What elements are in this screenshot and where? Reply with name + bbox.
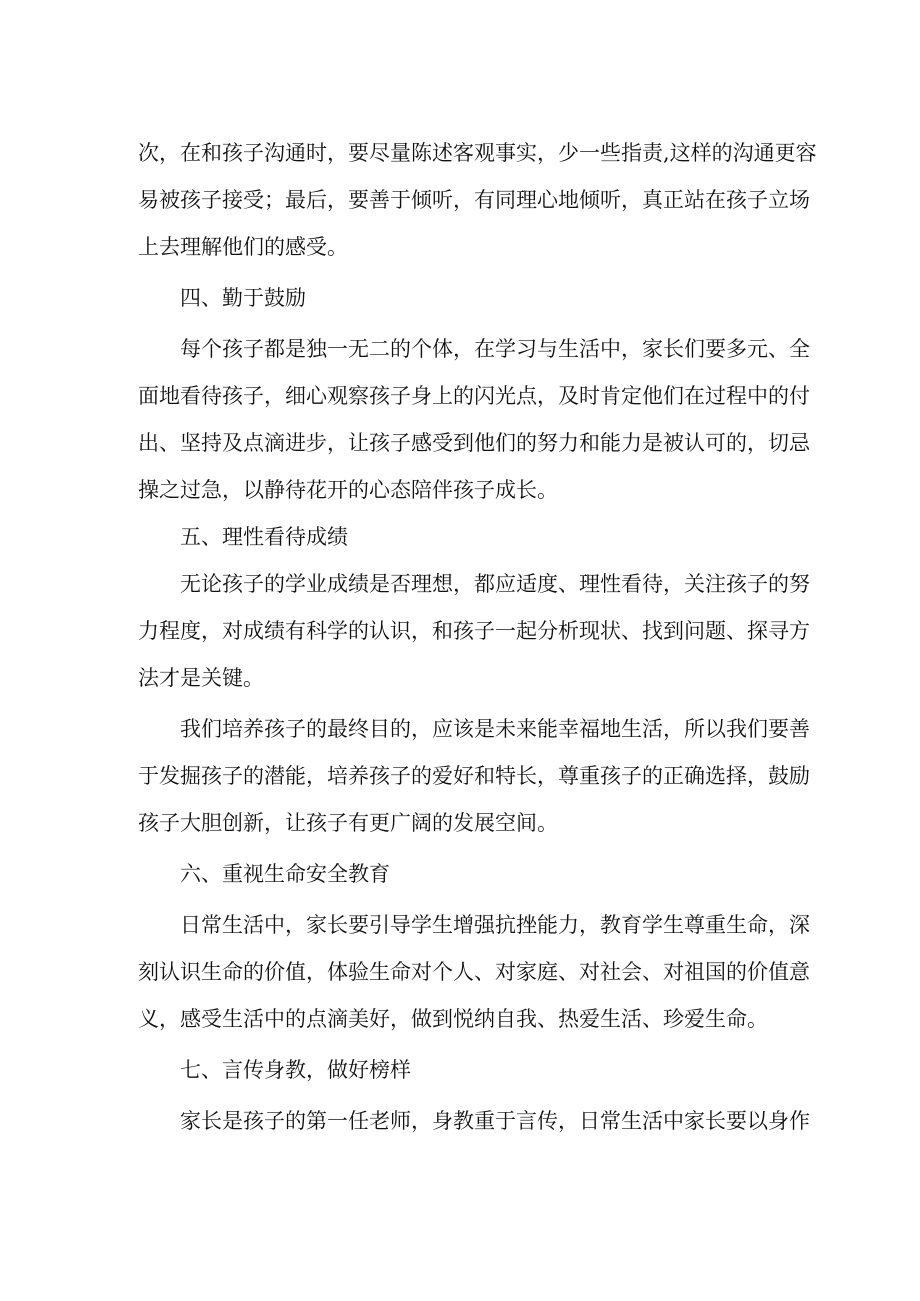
paragraph-line: 法才是关键。 <box>138 666 264 690</box>
paragraph-line: 于发掘孩子的潜能，培养孩子的爱好和特长，尊重孩子的正确选择，鼓励 <box>138 764 810 788</box>
paragraph-line: 操之过急，以静待花开的心态陪伴孩子成长。 <box>138 478 558 502</box>
section-heading: 六、重视生命安全教育 <box>180 862 390 886</box>
paragraph-line: 力程度，对成绩有科学的认识，和孩子一起分析现状、找到问题、探寻方 <box>138 619 810 643</box>
paragraph-line: 家长是孩子的第一任老师，身教重于言传，日常生活中家长要以身作 <box>180 1109 810 1133</box>
paragraph-line: 义，感受生活中的点滴美好，做到悦纳自我、热爱生活、珍爱生命。 <box>138 1007 768 1031</box>
paragraph-line: 次，在和孩子沟通时，要尽量陈述客观事实，少一些指责,这样的沟通更容 <box>138 141 817 165</box>
paragraph-line: 日常生活中，家长要引导学生增强抗挫能力，教育学生尊重生命，深 <box>180 913 810 937</box>
paragraph-line: 出、坚持及点滴进步，让孩子感受到他们的努力和能力是被认可的，切忌 <box>138 431 810 455</box>
paragraph-line: 易被孩子接受；最后，要善于倾听，有同理心地倾听，真正站在孩子立场 <box>138 188 810 212</box>
paragraph-line: 刻认识生命的价值，体验生命对个人、对家庭、对社会、对祖国的价值意 <box>138 960 810 984</box>
paragraph-line: 孩子大胆创新，让孩子有更广阔的发展空间。 <box>138 811 558 835</box>
section-heading: 七、言传身教，做好榜样 <box>180 1058 411 1082</box>
section-heading: 四、勤于鼓励 <box>180 286 306 310</box>
paragraph-line: 无论孩子的学业成绩是否理想，都应适度、理性看待，关注孩子的努 <box>180 572 810 596</box>
section-heading: 五、理性看待成绩 <box>180 525 348 549</box>
paragraph-line: 面地看待孩子，细心观察孩子身上的闪光点，及时肯定他们在过程中的付 <box>138 384 810 408</box>
paragraph-line: 上去理解他们的感受。 <box>138 235 348 259</box>
paragraph-line: 我们培养孩子的最终目的，应该是未来能幸福地生活，所以我们要善 <box>180 717 810 741</box>
paragraph-line: 每个孩子都是独一无二的个体，在学习与生活中，家长们要多元、全 <box>180 337 810 361</box>
